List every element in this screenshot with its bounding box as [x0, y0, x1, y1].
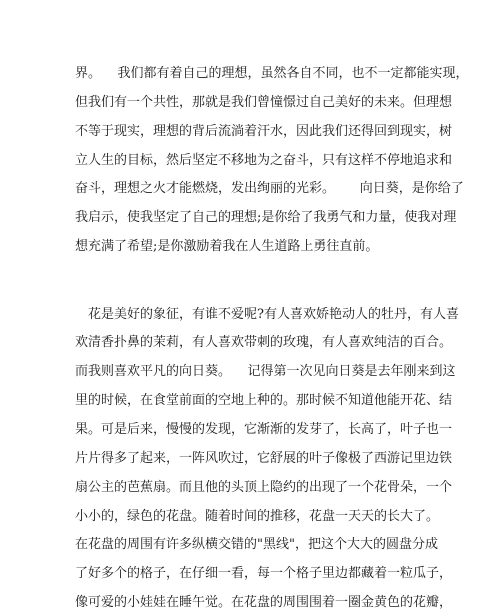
- text-line: 想充满了希望;是你激励着我在人生道路上勇往直前。: [75, 239, 379, 254]
- text-line: 像可爱的小娃娃在睡午觉。在花盘的周围围着一圈金黄色的花瓣，: [75, 595, 453, 610]
- text-line: 界。 我们都有着自己的理想，虽然各自不同，也不一定都能实现，: [75, 66, 469, 81]
- text-line: 不等于现实，理想的背后流淌着汗水，因此我们还得回到现实，树: [75, 124, 453, 139]
- text-line: 我启示，使我坚定了自己的理想;是你给了我勇气和力量，使我对理: [75, 210, 457, 225]
- text-line: 但我们有一个共性，那就是我们曾憧憬过自己美好的未来。但理想: [75, 95, 453, 110]
- text-line: 立人生的目标，然后坚定不移地为之奋斗，只有这样不停地追求和: [75, 153, 453, 168]
- text-line: 小小的，绿色的花盘。随着时间的推移，花盘一天天的长大了。: [75, 509, 440, 524]
- text-line: 里的时候，在食堂前面的空地上种的。那时候不知道他能开花、结: [75, 393, 453, 408]
- text-line: 了好多个的格子，在仔细一看，每一个格子里边都藏着一粒瓜子，: [75, 566, 453, 581]
- text-line: 在花盘的周围有许多纵横交错的"黑线"，把这个大大的圆盘分成: [75, 537, 438, 552]
- text-line: 奋斗，理想之火才能燃烧，发出绚丽的光彩。 向日葵，是你给了: [75, 181, 464, 196]
- text-line: 而我则喜欢平凡的向日葵。 记得第一次见向日葵是去年刚来到这: [75, 364, 456, 379]
- text-line: 欢清香扑鼻的茉莉，有人喜欢带刺的玫瑰，有人喜欢纯洁的百合。: [75, 335, 453, 350]
- text-line: 果。可是后来，慢慢的发现，它渐渐的发芽了，长高了，叶子也一: [75, 422, 453, 437]
- text-line: 扇公主的芭蕉扇。而且他的头顶上隐约的出现了一个花骨朵，一个: [75, 480, 453, 495]
- text-line: 花是美好的象征，有谁不爱呢?有人喜欢娇艳动人的牡丹，有人喜: [88, 307, 459, 322]
- text-line: 片片得多了起来，一阵风吹过，它舒展的叶子像极了西游记里边铁: [75, 451, 453, 466]
